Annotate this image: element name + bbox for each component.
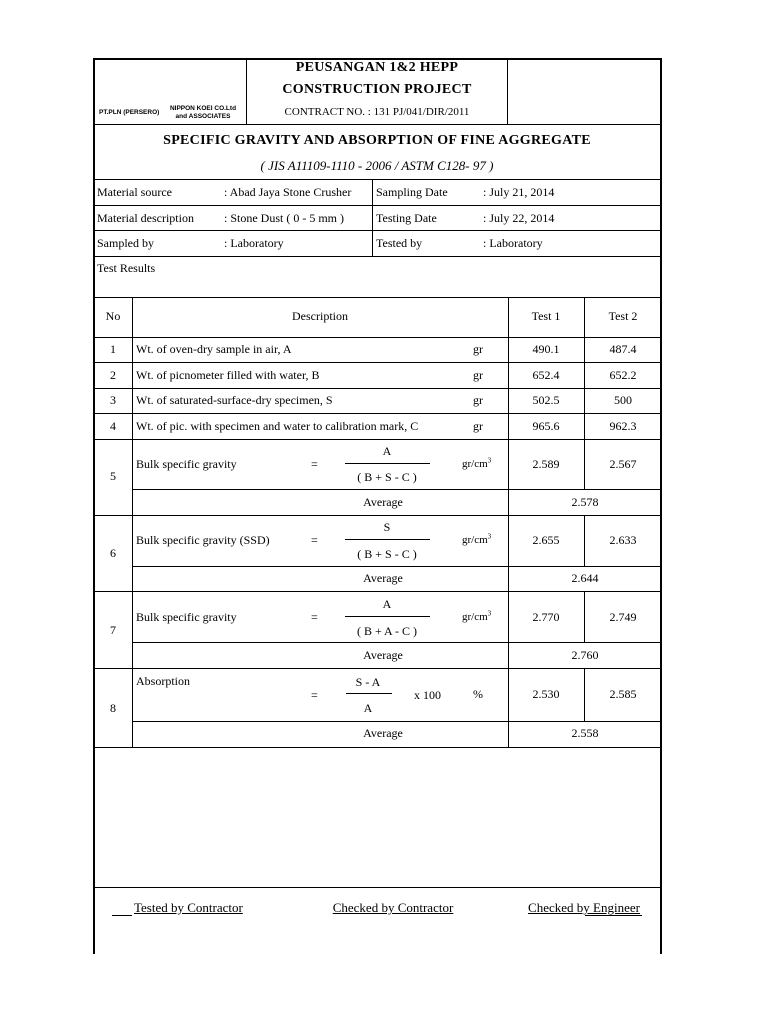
row-test2: 652.2 [609, 368, 637, 382]
header-test1: Test 1 [531, 309, 561, 323]
report-standard: ( JIS A11109-1110 - 2006 / ASTM C128- 97 ) [260, 158, 494, 173]
row-unit: gr [473, 342, 483, 356]
formula-test1: 2.530 [532, 687, 560, 701]
checked-by-engineer-label: Checked by Engineer [528, 900, 640, 915]
average-value: 2.644 [571, 571, 599, 585]
row-unit: gr [473, 368, 483, 382]
pln-logo-text: PT.PLN (PERSERO) [99, 109, 160, 116]
row-no: 6 [110, 546, 116, 560]
row-line-3 [93, 413, 662, 414]
table-bottom-line [93, 747, 662, 748]
sampled-by-value: : Laboratory [224, 236, 284, 250]
fraction-bar [345, 539, 430, 540]
average-label: Average [363, 571, 403, 585]
formula-numerator: A [382, 597, 392, 611]
formula-unit: $gr/cm^3$ [462, 532, 492, 546]
signature-underline-left [112, 915, 132, 916]
border-right [660, 58, 662, 954]
formula-unit: % [473, 687, 483, 701]
info-bottom-line [93, 256, 662, 257]
material-source-value: : Abad Jaya Stone Crusher [224, 185, 352, 199]
fraction-bar [346, 693, 392, 694]
row-unit: gr [473, 393, 483, 407]
tested-by-value: : Laboratory [483, 236, 543, 250]
row-no: 2 [110, 368, 116, 382]
average-value: 2.760 [571, 648, 599, 662]
equals-sign: = [311, 533, 318, 547]
border-left [93, 58, 95, 954]
row-test1: 502.5 [532, 393, 560, 407]
fraction-bar [345, 463, 430, 464]
col-test2-divider-c [584, 515, 585, 566]
formula-unit: $gr/cm^3$ [462, 609, 492, 623]
average-label: Average [363, 648, 403, 662]
row-description: Wt. of oven-dry sample in air, A [136, 342, 292, 356]
nippon-koei-logo-text: NIPPON KOEI CO.Ltd [169, 105, 237, 112]
material-source-label: Material source [97, 185, 172, 199]
project-title-line1: PEUSANGAN 1&2 HEPP [295, 60, 459, 75]
row-description: Wt. of saturated-surface-dry specimen, S [136, 393, 333, 407]
row8-avg-line [132, 721, 662, 722]
fraction-bar [345, 616, 430, 617]
formula-label: Bulk specific gravity [136, 610, 237, 624]
row-no: 8 [110, 701, 116, 715]
row-test2: 500 [614, 393, 632, 407]
row-no: 1 [110, 342, 116, 356]
equals-sign: = [311, 457, 318, 471]
average-value: 2.558 [571, 726, 599, 740]
row7-avg-line [132, 642, 662, 643]
col-test2-divider-e [584, 668, 585, 721]
row-no: 3 [110, 393, 116, 407]
formula-denominator: ( B + A - C ) [356, 624, 418, 638]
formula-numerator: S - A [355, 675, 381, 689]
col-no-divider [132, 297, 133, 747]
formula-test1: 2.770 [532, 610, 560, 624]
col-test2-divider-a [584, 297, 585, 447]
header-divider-right [507, 58, 508, 124]
equals-sign: = [311, 610, 318, 624]
info-line-1 [93, 205, 662, 206]
project-title-line2: CONSTRUCTION PROJECT [282, 82, 472, 97]
col-test2-divider-b [584, 439, 585, 489]
formula-numerator: A [382, 444, 392, 458]
row-test1: 652.4 [532, 368, 560, 382]
row6-avg-line [132, 566, 662, 567]
formula-test2: 2.633 [609, 533, 637, 547]
formula-numerator: S [383, 520, 391, 534]
sampled-by-label: Sampled by [97, 236, 154, 250]
formula-unit: $gr/cm^3$ [462, 456, 492, 470]
info-divider [372, 179, 373, 256]
test-results-label: Test Results [97, 261, 156, 275]
equals-sign: = [311, 688, 318, 702]
row-test2: 487.4 [609, 342, 637, 356]
report-title: SPECIFIC GRAVITY AND ABSORPTION OF FINE AGGREGATE [163, 133, 591, 148]
formula-test2: 2.749 [609, 610, 637, 624]
row-test2: 962.3 [609, 419, 637, 433]
row-line-1 [93, 362, 662, 363]
row-line-6 [93, 591, 662, 592]
row5-avg-line [132, 489, 662, 490]
tested-by-contractor-label: Tested by Contractor [134, 900, 243, 915]
tested-by-label: Tested by [376, 236, 423, 250]
contract-number: CONTRACT NO. : 131 PJ/041/DIR/2011 [284, 106, 470, 118]
row-no: 4 [110, 419, 116, 433]
row-no: 7 [110, 623, 116, 637]
average-label: Average [363, 726, 403, 740]
testing-date-label: Testing Date [376, 211, 437, 225]
formula-denominator: A [363, 701, 373, 715]
formula-denominator: ( B + S - C ) [357, 470, 417, 484]
header-description: Description [292, 309, 348, 323]
table-header-bottom [93, 337, 662, 338]
header-bottom-line [93, 124, 662, 125]
sampling-date-label: Sampling Date [376, 185, 448, 199]
formula-label: Bulk specific gravity (SSD) [136, 533, 270, 547]
col-test1-divider [508, 297, 509, 747]
header-no: No [105, 309, 121, 323]
row-line-2 [93, 388, 662, 389]
table-top-line [93, 297, 662, 298]
formula-multiplier: x 100 [414, 688, 441, 702]
row-test1: 490.1 [532, 342, 560, 356]
checked-by-contractor-label: Checked by Contractor [332, 900, 454, 915]
associates-logo-text: and ASSOCIATES [175, 113, 231, 120]
row-no: 5 [110, 469, 116, 483]
average-label: Average [363, 495, 403, 509]
row-line-4 [93, 439, 662, 440]
signature-top-line [93, 887, 662, 888]
average-value: 2.578 [571, 495, 599, 509]
header-divider-left [246, 58, 247, 124]
row-unit: gr [473, 419, 483, 433]
report-sheet [93, 58, 662, 954]
row-description: Wt. of picnometer filled with water, B [136, 368, 320, 382]
formula-label: Bulk specific gravity [136, 457, 237, 471]
formula-test2: 2.585 [609, 687, 637, 701]
testing-date-value: : July 22, 2014 [483, 211, 555, 225]
signature-underline-right [585, 915, 642, 916]
formula-denominator: ( B + S - C ) [357, 547, 417, 561]
formula-test1: 2.655 [532, 533, 560, 547]
formula-label: Absorption [136, 674, 190, 688]
row-line-7 [93, 668, 662, 669]
sampling-date-value: : July 21, 2014 [483, 185, 555, 199]
material-description-label: Material description [97, 211, 194, 225]
material-description-value: : Stone Dust ( 0 - 5 mm ) [224, 211, 344, 225]
col-test2-divider-d [584, 591, 585, 642]
row-line-5 [93, 515, 662, 516]
row-description: Wt. of pic. with specimen and water to calibration mark, C [136, 419, 419, 433]
info-line-2 [93, 230, 662, 231]
formula-test2: 2.567 [609, 457, 637, 471]
row-test1: 965.6 [532, 419, 560, 433]
header-test2: Test 2 [608, 309, 638, 323]
info-top-line [93, 179, 662, 180]
formula-test1: 2.589 [532, 457, 560, 471]
